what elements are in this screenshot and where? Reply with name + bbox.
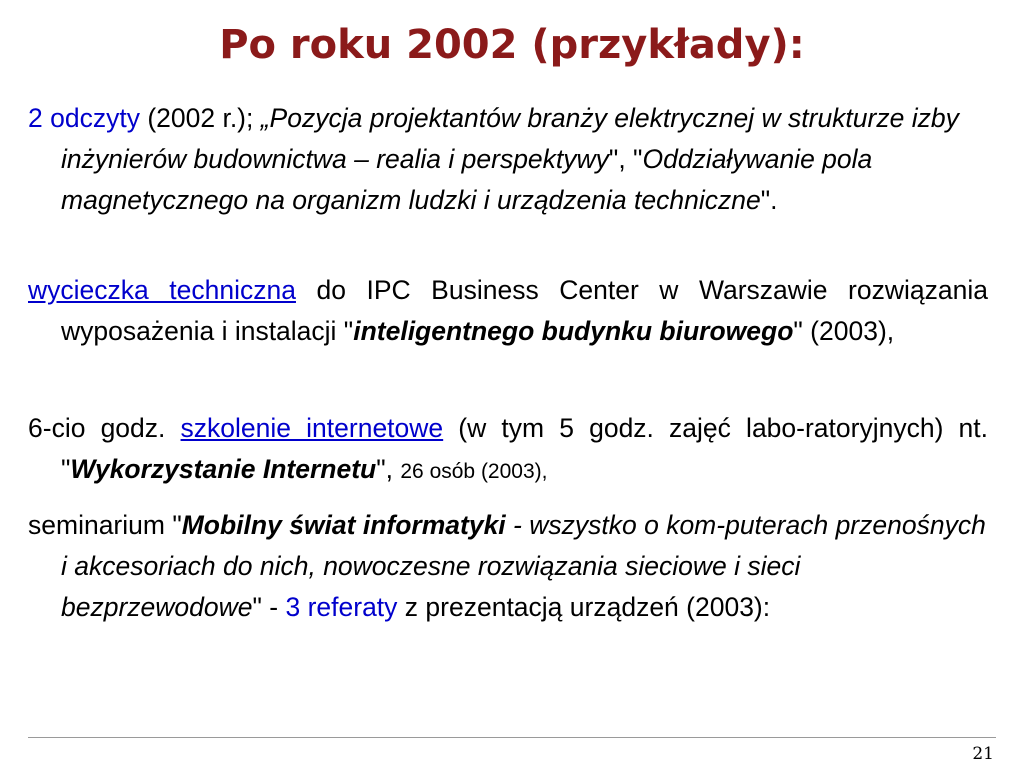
trip-topic: inteligentnego budynku biurowego: [353, 316, 794, 346]
paragraph-seminar: [28, 505, 988, 628]
training-description: (w tym 5 godz. zajęć labo-ratoryjnych) nt. ": [61, 413, 989, 484]
paragraph-lectures: [28, 98, 988, 221]
seminar-title: Mobilny świat informatyki: [181, 510, 506, 540]
page-number: 21: [972, 744, 994, 764]
lecture-title-1: „Pozycja projektantów branży elektrycznej w strukturze izby inżynierów budownictwa – realia i perspektywy: [61, 103, 959, 174]
item-trip: [28, 270, 988, 352]
item-training: [28, 408, 988, 492]
slide-title: Po roku 2002 (przykłady):: [219, 22, 805, 68]
lectures-year: (2002 r.);: [139, 103, 261, 133]
paragraph-trip: [28, 270, 988, 352]
training-attendance: 26 osób (2003),: [400, 460, 548, 483]
seminar-label: seminarium ": [28, 510, 182, 540]
seminar-presentation: z prezentacją urządzeń (2003):: [397, 592, 771, 622]
paragraph-training: [28, 408, 988, 492]
internet-training-link[interactable]: szkolenie internetowe: [180, 413, 444, 443]
closing-quote: ".: [760, 185, 778, 215]
item-seminar: [28, 505, 988, 628]
separator-quote: ", ": [608, 144, 643, 174]
footer-divider: [28, 737, 996, 738]
trip-year: " (2003),: [793, 316, 895, 346]
trip-description: do IPC Business Center w Warszawie rozwiązania wyposażenia i instalacji ": [61, 275, 988, 346]
technical-trip-link[interactable]: wycieczka techniczna: [28, 275, 296, 305]
seminar-dash: " -: [252, 592, 286, 622]
seminar-talks-count: 3 referaty: [285, 592, 398, 622]
item-lectures: [28, 98, 988, 221]
training-hours: 6-cio godz.: [28, 413, 181, 443]
training-quote: ",: [376, 454, 401, 484]
training-topic: Wykorzystanie Internetu: [70, 454, 377, 484]
lectures-count: 2 odczyty: [28, 103, 140, 133]
seminar-subtitle: - wszystko o kom-puterach przenośnych i akcesoriach do nich, nowoczesne rozwiązania sieciowe i sieci bezprzewodowe: [61, 510, 986, 622]
lecture-title-2: Oddziaływanie pola magnetycznego na organizm ludzki i urządzenia techniczne: [61, 144, 873, 215]
